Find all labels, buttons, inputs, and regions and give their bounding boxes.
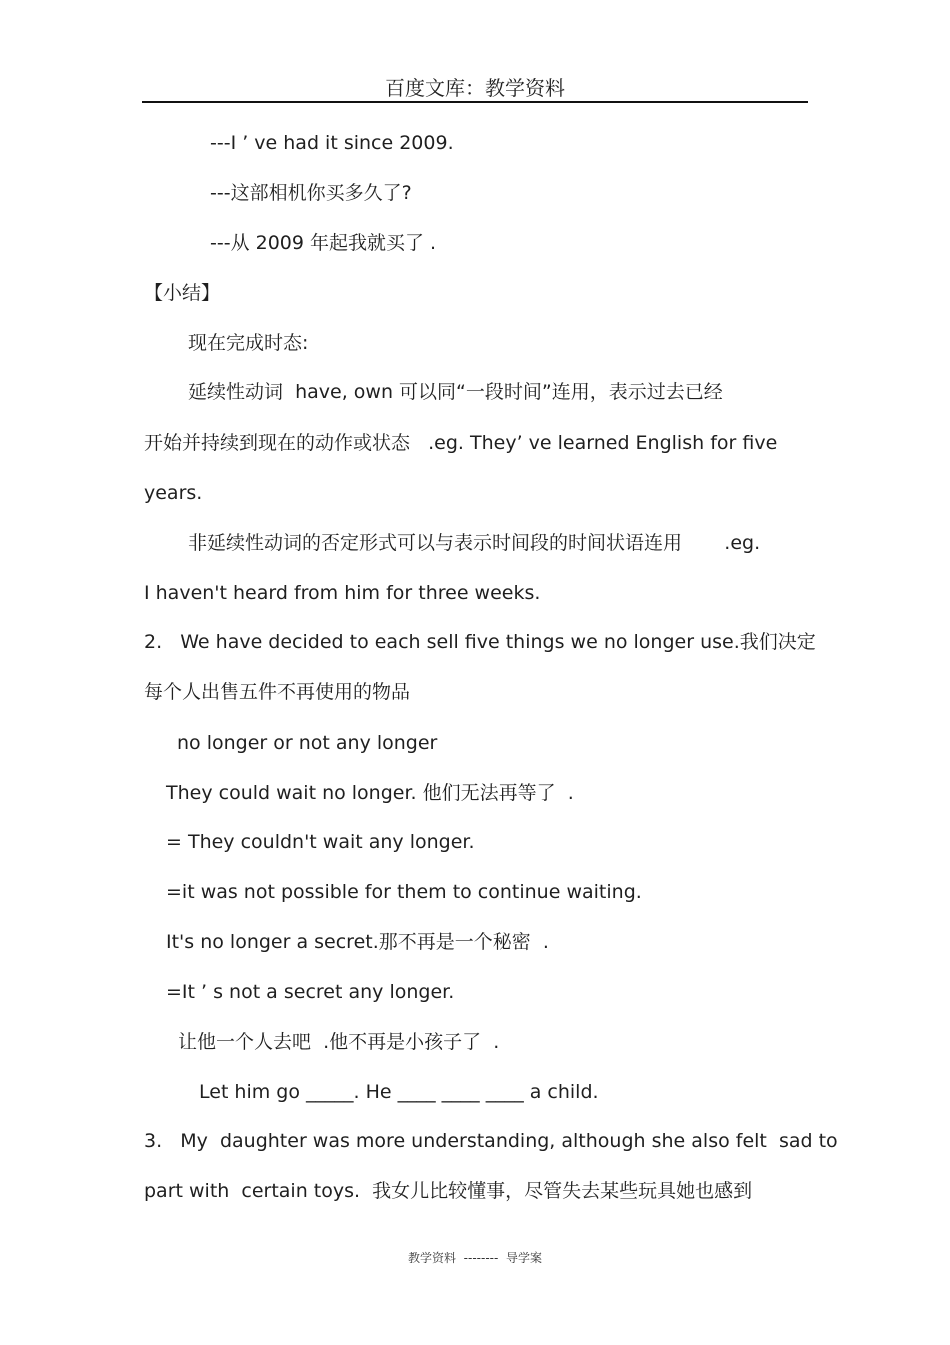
summary-rule-1-line-3: years. (144, 482, 203, 504)
phrase-heading: no longer or not any longer (177, 732, 438, 754)
item-3-line-1: 3. My daughter was more understanding, although she also felt sad to (144, 1130, 838, 1152)
example-sentence: It's no longer a secret.那不再是一个秘密 . (166, 931, 549, 953)
item-2-line-1: 2. We have decided to each sell five things we no longer use.我们决定 (144, 631, 816, 653)
summary-rule-1-line-2: 开始并持续到现在的动作或状态 .eg. They’ ve learned English for five (144, 432, 778, 454)
page-footer: 教学资料 -------- 导学案 (408, 1251, 542, 1265)
summary-rule-1-line-1: 延续性动词 have, own 可以同“一段时间”连用，表示过去已经 (188, 381, 723, 403)
dialogue-line-answer-cn: ---从 2009 年起我就买了 . (210, 232, 437, 254)
exercise-prompt: 让他一个人去吧 .他不再是小孩子了 . (178, 1031, 500, 1053)
summary-tense: 现在完成时态: (188, 332, 309, 354)
exercise-blank-sentence: Let him go _____. He ____ ____ ____ a child. (199, 1081, 599, 1103)
dialogue-line-question-cn: ---这部相机你买多久了? (210, 182, 412, 204)
example-sentence: They could wait no longer. 他们无法再等了 . (166, 782, 574, 804)
summary-heading: 【小结】 (144, 282, 221, 304)
example-sentence: =it was not possible for them to continue waiting. (166, 881, 642, 903)
item-2-line-2: 每个人出售五件不再使用的物品 (144, 681, 411, 703)
item-3-line-2: part with certain toys. 我女儿比较懂事，尽管失去某些玩具她也感到 (144, 1180, 753, 1202)
page-header-title: 百度文库：教学资料 (385, 76, 565, 100)
header-divider (142, 101, 808, 103)
summary-rule-2-example: I haven't heard from him for three weeks. (144, 582, 541, 604)
summary-rule-2-line-1: 非延续性动词的否定形式可以与表示时间段的时间状语连用 .eg. (188, 532, 761, 554)
example-sentence: = They couldn't wait any longer. (166, 831, 475, 853)
dialogue-line-english: ---I ’ ve had it since 2009. (210, 132, 454, 154)
example-sentence: =It ’ s not a secret any longer. (166, 981, 455, 1003)
